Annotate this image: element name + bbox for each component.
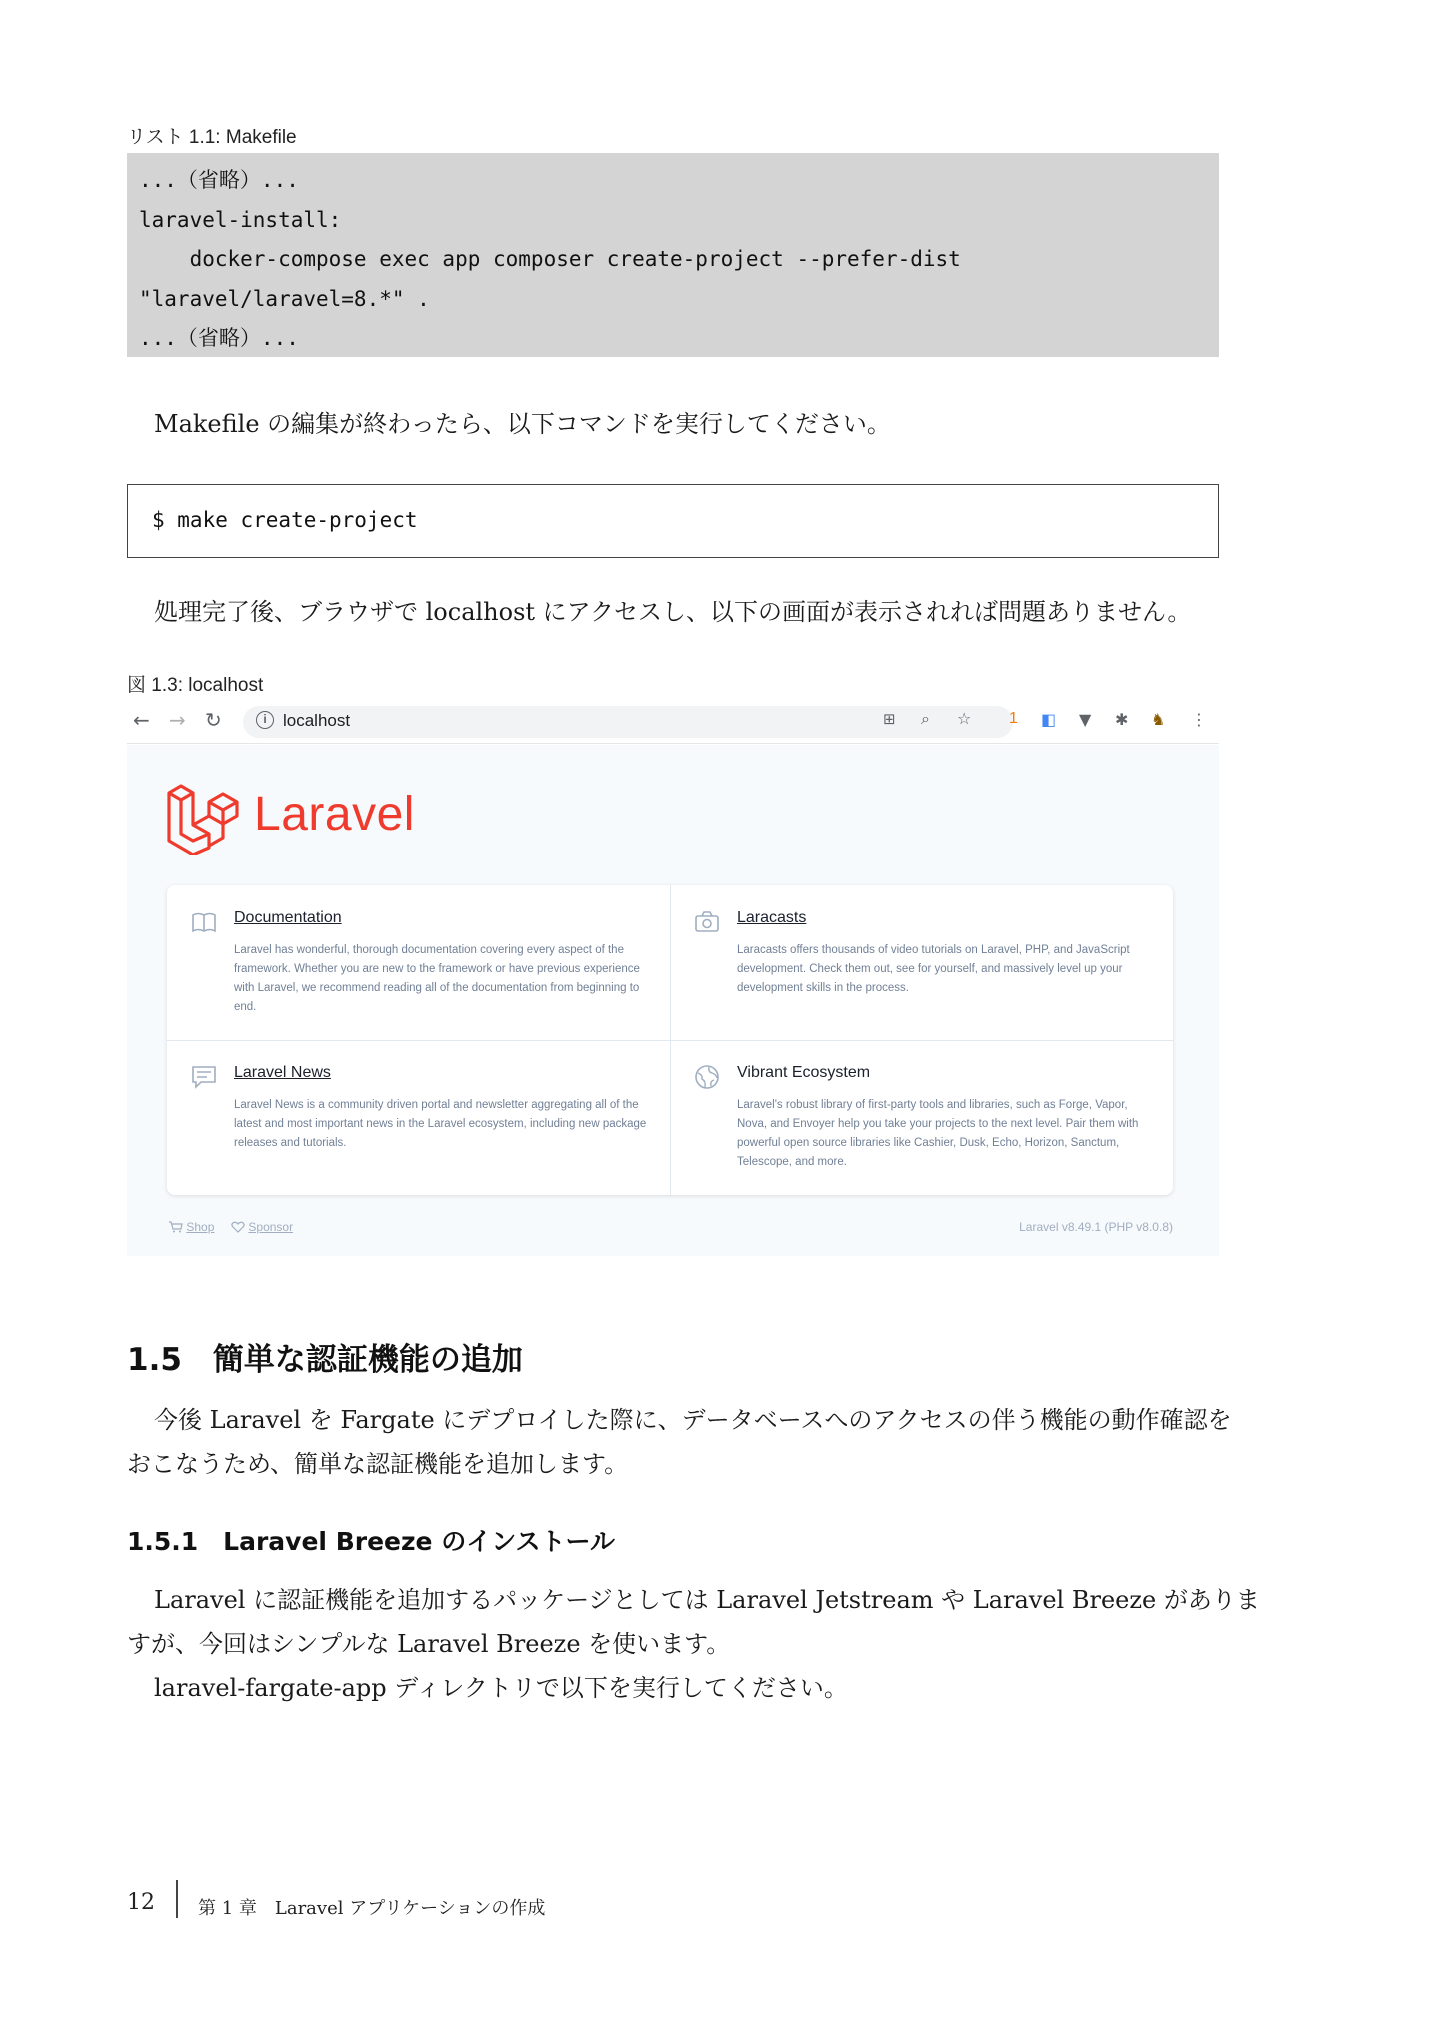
paragraph: すが、今回はシンプルな Laravel Breeze を使います。 (127, 1630, 731, 1658)
laravel-wordmark: Laravel (254, 788, 415, 841)
section-heading: 1.5 簡単な認証機能の追加 (127, 1342, 523, 1378)
vue-devtools-icon[interactable]: ▼ (1079, 710, 1092, 729)
laracasts-link[interactable]: Laracasts (737, 909, 807, 926)
laravel-welcome-page (127, 745, 1219, 1256)
paragraph: 処理完了後、ブラウザで localhost にアクセスし、以下の画面が表示されれば問題ありません。 (154, 598, 1192, 626)
card-vibrant-ecosystem (670, 1040, 1173, 1195)
paragraph: おこなうため、簡単な認証機能を追加します。 (127, 1450, 629, 1478)
footer-links (169, 1220, 293, 1234)
card-documentation (167, 885, 670, 1040)
url-text: localhost (283, 711, 351, 730)
extensions-puzzle-icon[interactable]: ✱ (1115, 710, 1129, 729)
page-number: 12 (127, 1890, 155, 1915)
laravel-news-link[interactable]: Laravel News (234, 1064, 331, 1081)
card-description: Laravel has wonderful, thorough documentation covering every aspect of the framework. Whether you are new to the framework or have previous experience with Laravel, we recommend reading all of the documentation from beginning to end. (234, 944, 640, 1013)
figure-caption: 図 1.3: localhost (127, 675, 264, 696)
subsection-heading: 1.5.1 Laravel Breeze のインストール (127, 1527, 615, 1556)
paragraph: Laravel に認証機能を追加するパッケージとしては Laravel Jetstream や Laravel Breeze がありま (154, 1586, 1260, 1614)
info-icon[interactable]: i (256, 711, 274, 729)
code-line: laravel-install: (139, 207, 342, 232)
version-text: Laravel v8.49.1 (PHP v8.0.8) (1019, 1220, 1173, 1234)
heart-icon (231, 1221, 245, 1233)
code-line: ...（省略）... (139, 326, 299, 350)
zoom-icon[interactable]: ⌕ (921, 709, 930, 728)
forward-arrow-icon[interactable]: → (169, 708, 186, 732)
command-text: $ make create-project (152, 508, 418, 533)
paragraph: Makefile の編集が終わったら、以下コマンドを実行してください。 (154, 410, 891, 438)
listing-caption: リスト 1.1: Makefile (127, 127, 297, 148)
back-arrow-icon[interactable]: ← (133, 708, 150, 732)
chapter-title: 第 1 章 Laravel アプリケーションの作成 (198, 1898, 546, 1919)
card-laravel-news (167, 1040, 670, 1195)
links-card (167, 885, 1173, 1195)
google-translate-icon[interactable]: ◧ (1041, 710, 1057, 729)
code-line: ...（省略）... (139, 168, 299, 192)
documentation-link[interactable]: Documentation (234, 909, 342, 926)
duck-extension-icon[interactable]: ♞ (1151, 710, 1166, 729)
cart-icon (169, 1221, 183, 1233)
translate-icon[interactable]: ⊞ (883, 710, 896, 728)
extension-badge[interactable]: 1 (1009, 710, 1018, 727)
localhost-screenshot (127, 700, 1219, 1256)
card-description: Laravel News is a community driven portal and newsletter aggregating all of the latest and most important news in the Laravel ecosystem, including new package releases and tutorials. (234, 1099, 647, 1149)
card-laracasts (670, 885, 1173, 1040)
footer-divider (176, 1880, 178, 1918)
paragraph: laravel-fargate-app ディレクトリで以下を実行してください。 (154, 1674, 848, 1702)
paragraph: 今後 Laravel を Fargate にデプロイした際に、データベースへのアクセスの伴う機能の動作確認を (154, 1406, 1232, 1434)
address-bar[interactable] (243, 706, 1013, 738)
globe-icon (694, 1064, 720, 1090)
book-icon (191, 909, 217, 935)
reload-icon[interactable]: ↻ (205, 708, 222, 732)
shop-link[interactable]: Shop (186, 1220, 215, 1234)
camera-icon (694, 909, 720, 935)
makefile-code-block (127, 153, 1219, 357)
laravel-logo-icon (165, 779, 241, 855)
sponsor-link[interactable]: Sponsor (248, 1220, 294, 1234)
vibrant-ecosystem-title: Vibrant Ecosystem (737, 1064, 871, 1081)
menu-dots-icon[interactable]: ⋮ (1191, 710, 1207, 729)
card-description: Laracasts offers thousands of video tutorials on Laravel, PHP, and JavaScript development. Check them out, see for yourself, and massively level up your development skills in the process. (737, 944, 1130, 994)
card-description: Laravel's robust library of first-party tools and libraries, such as Forge, Vapor, Nova, and Envoyer help you take your projects to the next level. Pair them with powerful open source libraries like Cashier, Dusk, Echo, Horizon, Sanctum, Telescope, and more. (737, 1099, 1139, 1168)
chat-icon (191, 1064, 217, 1090)
command-block (127, 484, 1219, 558)
code-line: "laravel/laravel=8.*" . (139, 286, 430, 311)
code-line: docker-compose exec app composer create-project --prefer-dist (139, 247, 961, 271)
browser-toolbar (127, 700, 1219, 744)
star-icon[interactable]: ☆ (957, 709, 972, 728)
